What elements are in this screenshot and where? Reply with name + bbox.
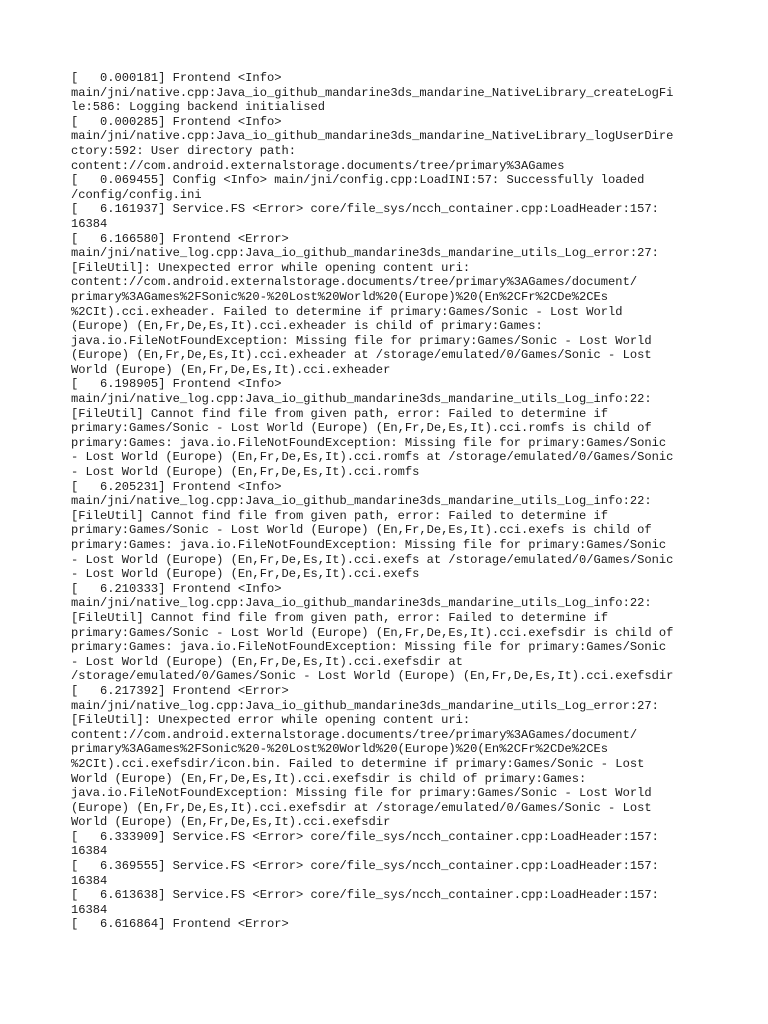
log-line: (Europe) (En,Fr,De,Es,It).cci.exheader is child of primary:Games: bbox=[71, 319, 543, 334]
log-line: - Lost World (Europe) (En,Fr,De,Es,It).cci.exefsdir at bbox=[71, 654, 463, 669]
log-line: main/jni/native.cpp:Java_io_github_mandarine3ds_mandarine_NativeLibrary_createLogFi bbox=[71, 85, 674, 100]
log-line: main/jni/native_log.cpp:Java_io_github_mandarine3ds_mandarine_utils_Log_info:22: bbox=[71, 392, 652, 407]
log-line: [FileUtil] Cannot find file from given path, error: Failed to determine if bbox=[71, 610, 609, 625]
log-line: %2CIt).cci.exheader. Failed to determine if primary:Games/Sonic - Lost World bbox=[71, 304, 623, 319]
log-line: (Europe) (En,Fr,De,Es,It).cci.exefsdir at /storage/emulated/0/Games/Sonic - Lost bbox=[71, 800, 652, 815]
log-line: [ 0.000285] Frontend <Info> bbox=[71, 114, 282, 129]
log-line: [ 6.161937] Service.FS <Error> core/file_sys/ncch_container.cpp:LoadHeader:157: bbox=[71, 202, 659, 217]
log-line: content://com.android.externalstorage.documents/tree/primary%3AGames/document/ bbox=[71, 727, 638, 742]
log-line: [ 0.069455] Config <Info> main/jni/config.cpp:LoadINI:57: Successfully loaded bbox=[71, 173, 645, 188]
log-line: [ 6.217392] Frontend <Error> bbox=[71, 683, 289, 698]
log-line: primary:Games/Sonic - Lost World (Europe) (En,Fr,De,Es,It).cci.exefsdir is child of bbox=[71, 625, 674, 640]
log-line: [FileUtil] Cannot find file from given path, error: Failed to determine if bbox=[71, 406, 609, 421]
log-line: primary:Games: java.io.FileNotFoundException: Missing file for primary:Games/Sonic bbox=[71, 435, 667, 450]
log-line: main/jni/native_log.cpp:Java_io_github_mandarine3ds_mandarine_utils_Log_info:22: bbox=[71, 494, 652, 509]
log-line: content://com.android.externalstorage.documents/tree/primary%3AGames bbox=[71, 158, 565, 173]
log-line: primary:Games: java.io.FileNotFoundException: Missing file for primary:Games/Sonic bbox=[71, 538, 667, 552]
log-line: main/jni/native_log.cpp:Java_io_github_mandarine3ds_mandarine_utils_Log_error:27: bbox=[71, 698, 659, 713]
log-line: - Lost World (Europe) (En,Fr,De,Es,It).cci.romfs bbox=[71, 465, 420, 480]
log-line: /config/config.ini bbox=[71, 187, 202, 202]
log-line: le:586: Logging backend initialised bbox=[71, 100, 326, 115]
log-line: [FileUtil]: Unexpected error while opening content uri: bbox=[71, 260, 471, 275]
log-line: 16384 bbox=[71, 844, 108, 859]
log-line: 16384 bbox=[71, 216, 108, 231]
log-line: 16384 bbox=[71, 873, 108, 888]
log-line: World (Europe) (En,Fr,De,Es,It).cci.exefsdir bbox=[71, 815, 391, 830]
log-line: World (Europe) (En,Fr,De,Es,It).cci.exefsdir is child of primary:Games: bbox=[71, 771, 587, 786]
log-line: primary%3AGames%2FSonic%20-%20Lost%20World%20(Europe)%20(En%2CFr%2CDe%2CEs bbox=[71, 742, 609, 757]
log-line: main/jni/native_log.cpp:Java_io_github_mandarine3ds_mandarine_utils_Log_error:27: bbox=[71, 246, 659, 261]
log-line: [ 6.616864] Frontend <Error> bbox=[71, 917, 289, 932]
log-line: [ 6.205231] Frontend <Info> bbox=[71, 479, 282, 494]
log-line: [ 6.613638] Service.FS <Error> core/file_sys/ncch_container.cpp:LoadHeader:157: bbox=[71, 888, 659, 903]
log-line: [ 6.166580] Frontend <Error> bbox=[71, 231, 289, 246]
log-text-block bbox=[71, 71, 764, 932]
log-line: /storage/emulated/0/Games/Sonic - Lost World (Europe) (En,Fr,De,Es,It).cci.exefsdir bbox=[71, 669, 674, 684]
log-line: primary:Games/Sonic - Lost World (Europe) (En,Fr,De,Es,It).cci.exefs is child of bbox=[71, 523, 652, 538]
log-line: (Europe) (En,Fr,De,Es,It).cci.exheader at /storage/emulated/0/Games/Sonic - Lost bbox=[71, 348, 652, 363]
log-line: [ 6.210333] Frontend <Info> bbox=[71, 581, 282, 596]
log-line: ctory:592: User directory path: bbox=[71, 143, 296, 158]
log-line: [ 6.369555] Service.FS <Error> core/file_sys/ncch_container.cpp:LoadHeader:157: bbox=[71, 859, 659, 874]
log-line: primary:Games: java.io.FileNotFoundException: Missing file for primary:Games/Sonic bbox=[71, 640, 667, 655]
log-line: - Lost World (Europe) (En,Fr,De,Es,It).cci.exefs bbox=[71, 567, 420, 582]
log-line: primary%3AGames%2FSonic%20-%20Lost%20World%20(Europe)%20(En%2CFr%2CDe%2CEs bbox=[71, 289, 609, 304]
log-line: content://com.android.externalstorage.documents/tree/primary%3AGames/document/ bbox=[71, 275, 638, 290]
log-line: 16384 bbox=[71, 902, 108, 917]
log-line: World (Europe) (En,Fr,De,Es,It).cci.exheader bbox=[71, 362, 391, 377]
log-line: [FileUtil] Cannot find file from given path, error: Failed to determine if bbox=[71, 508, 609, 523]
log-line: - Lost World (Europe) (En,Fr,De,Es,It).cci.romfs at /storage/emulated/0/Games/Sonic bbox=[71, 450, 674, 465]
log-line: java.io.FileNotFoundException: Missing file for primary:Games/Sonic - Lost World bbox=[71, 333, 652, 348]
log-line: main/jni/native.cpp:Java_io_github_mandarine3ds_mandarine_NativeLibrary_logUserDire bbox=[71, 129, 674, 144]
log-line: [ 0.000181] Frontend <Info> bbox=[71, 71, 282, 85]
log-line: primary:Games/Sonic - Lost World (Europe) (En,Fr,De,Es,It).cci.romfs is child of bbox=[71, 421, 652, 436]
log-line: [FileUtil]: Unexpected error while opening content uri: bbox=[71, 713, 471, 728]
log-line: [ 6.333909] Service.FS <Error> core/file_sys/ncch_container.cpp:LoadHeader:157: bbox=[71, 829, 659, 844]
log-line: %2CIt).cci.exefsdir/icon.bin. Failed to determine if primary:Games/Sonic - Lost bbox=[71, 756, 645, 771]
log-line: java.io.FileNotFoundException: Missing file for primary:Games/Sonic - Lost World bbox=[71, 786, 652, 801]
log-line: - Lost World (Europe) (En,Fr,De,Es,It).cci.exefs at /storage/emulated/0/Games/Sonic bbox=[71, 552, 674, 567]
log-line: main/jni/native_log.cpp:Java_io_github_mandarine3ds_mandarine_utils_Log_info:22: bbox=[71, 596, 652, 611]
log-line: [ 6.198905] Frontend <Info> bbox=[71, 377, 282, 392]
